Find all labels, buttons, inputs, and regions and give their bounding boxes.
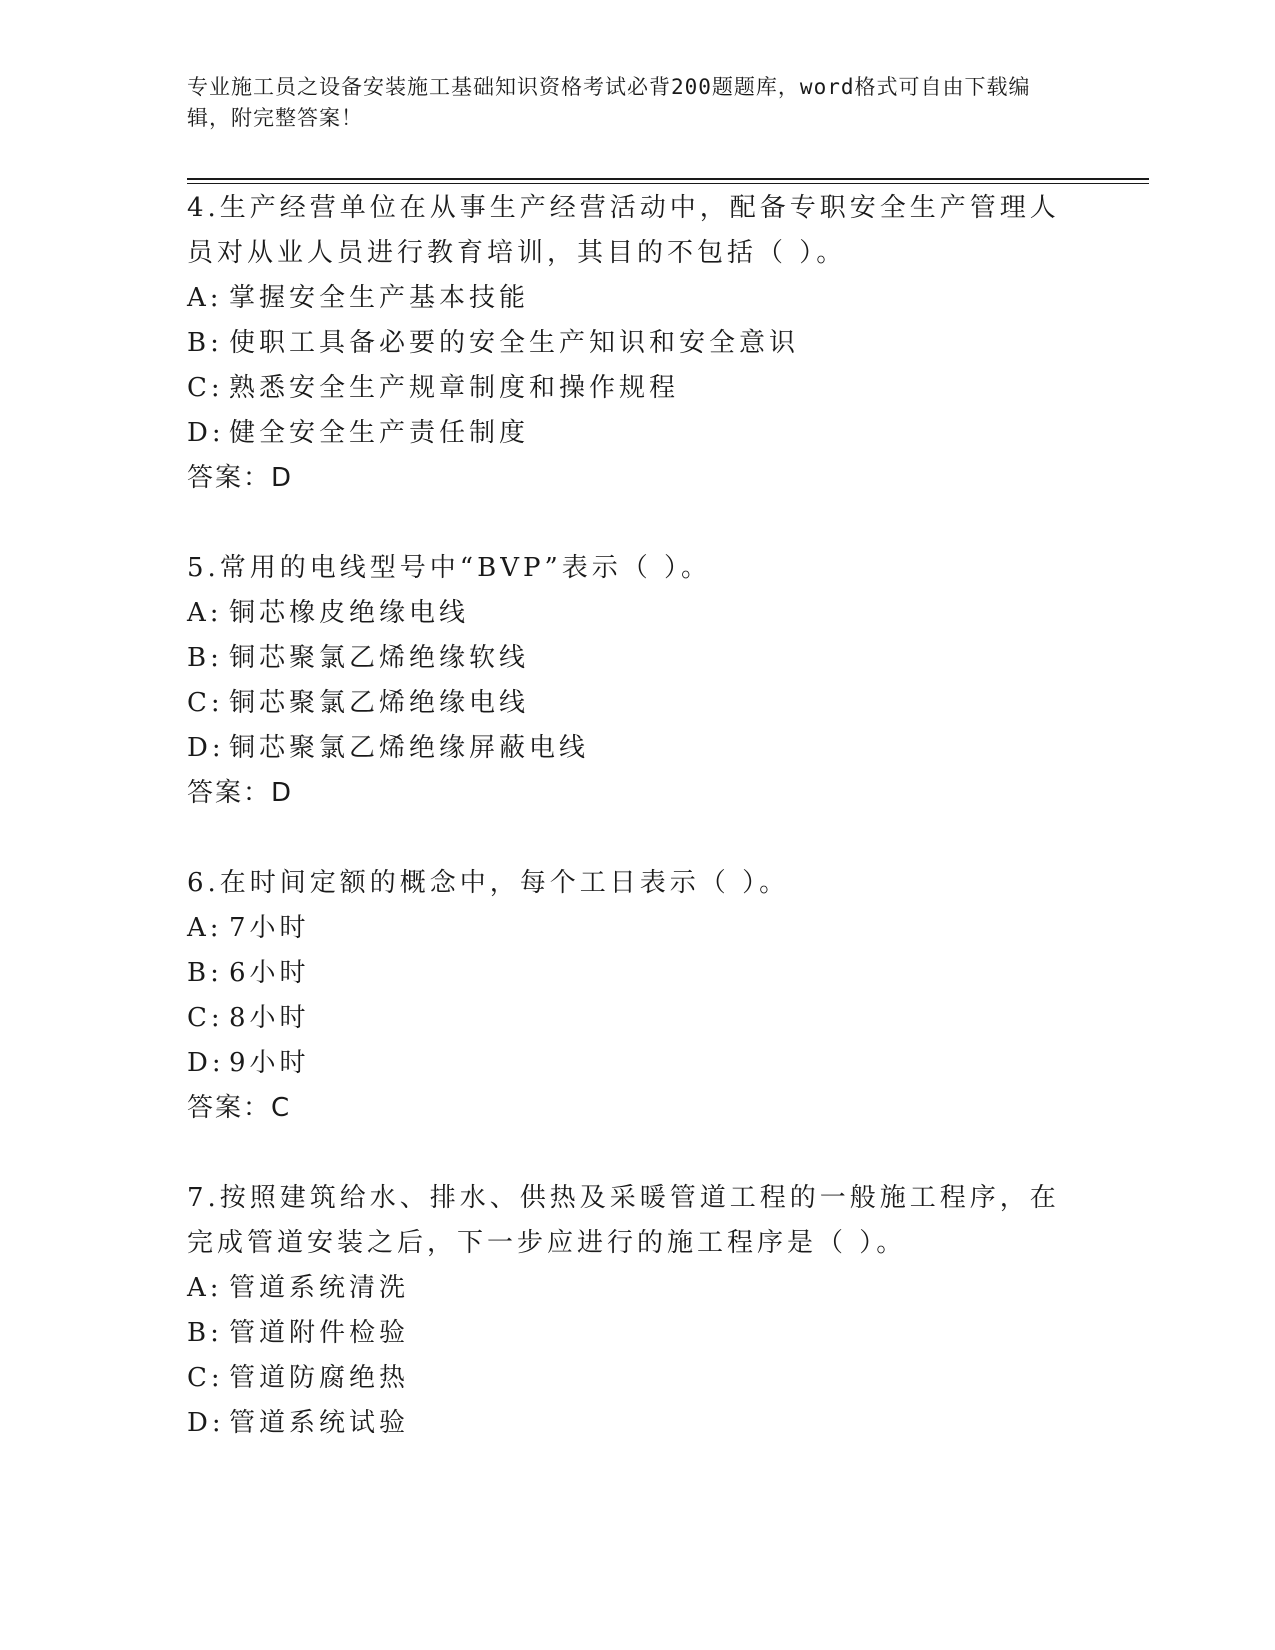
- option-a: [187, 591, 1087, 636]
- option-text: 铜芯聚氯乙烯绝缘软线: [229, 643, 530, 673]
- question-stem: 5.常用的电线型号中“BVP”表示（ ）。: [187, 553, 712, 583]
- answer-line: 答案：D: [187, 463, 294, 493]
- option-text: 8小时: [229, 1003, 310, 1033]
- option-letter: A:: [187, 283, 223, 313]
- option-text: 6小时: [229, 958, 310, 988]
- option-text: 管道系统试验: [229, 1408, 410, 1438]
- option-letter: C:: [187, 1363, 224, 1393]
- option-letter: C:: [187, 1003, 224, 1033]
- option-letter: D:: [187, 1048, 225, 1078]
- option-letter: D:: [187, 418, 225, 448]
- question-stem: 6.在时间定额的概念中，每个工日表示（ ）。: [187, 868, 790, 898]
- option-c: [187, 681, 1087, 726]
- option-letter: B:: [187, 1318, 223, 1348]
- question-list: [187, 186, 1087, 1491]
- option-text: 掌握安全生产基本技能: [229, 283, 530, 313]
- option-d: [187, 411, 1087, 456]
- option-a: [187, 276, 1087, 321]
- question-stem: 4.生产经营单位在从事生产经营活动中，配备专职安全生产管理人员对从业人员进行教育培训，其目的不包括（ ）。: [187, 193, 1060, 268]
- option-text: 熟悉安全生产规章制度和操作规程: [229, 373, 680, 403]
- option-text: 健全安全生产责任制度: [229, 418, 530, 448]
- header-divider-thin: [187, 183, 1149, 184]
- option-letter: C:: [187, 373, 224, 403]
- answer-line: 答案：D: [187, 778, 294, 808]
- option-letter: B:: [187, 958, 223, 988]
- option-b: [187, 321, 1087, 366]
- option-a: [187, 906, 1087, 951]
- option-b: [187, 1311, 1087, 1356]
- document-header: 专业施工员之设备安装施工基础知识资格考试必背200题题库，word格式可自由下载编辑，附完整答案！: [187, 75, 1031, 130]
- option-text: 7小时: [229, 913, 310, 943]
- option-text: 使职工具备必要的安全生产知识和安全意识: [229, 328, 800, 358]
- option-b: [187, 951, 1087, 996]
- question-6: [187, 861, 1087, 1131]
- option-letter: B:: [187, 643, 223, 673]
- option-text: 铜芯橡皮绝缘电线: [229, 598, 470, 628]
- option-c: [187, 996, 1087, 1041]
- option-text: 9小时: [229, 1048, 310, 1078]
- option-text: 管道防腐绝热: [229, 1363, 410, 1393]
- option-letter: A:: [187, 913, 223, 943]
- question-7: [187, 1176, 1087, 1446]
- option-text: 铜芯聚氯乙烯绝缘屏蔽电线: [229, 733, 590, 763]
- answer-line: 答案：C: [187, 1093, 292, 1123]
- option-letter: A:: [187, 1273, 223, 1303]
- header-divider-thick: [187, 178, 1149, 180]
- question-5: [187, 546, 1087, 816]
- question-4: [187, 186, 1087, 501]
- option-letter: A:: [187, 598, 223, 628]
- option-c: [187, 1356, 1087, 1401]
- option-text: 管道系统清洗: [229, 1273, 410, 1303]
- option-letter: D:: [187, 1408, 225, 1438]
- option-d: [187, 1041, 1087, 1086]
- option-c: [187, 366, 1087, 411]
- option-letter: B:: [187, 328, 223, 358]
- option-b: [187, 636, 1087, 681]
- option-d: [187, 1401, 1087, 1446]
- option-text: 铜芯聚氯乙烯绝缘电线: [229, 688, 530, 718]
- option-a: [187, 1266, 1087, 1311]
- question-stem: 7.按照建筑给水、排水、供热及采暖管道工程的一般施工程序，在完成管道安装之后，下一步应进行的施工程序是（ ）。: [187, 1183, 1060, 1258]
- option-letter: D:: [187, 733, 225, 763]
- option-text: 管道附件检验: [229, 1318, 410, 1348]
- option-letter: C:: [187, 688, 224, 718]
- option-d: [187, 726, 1087, 771]
